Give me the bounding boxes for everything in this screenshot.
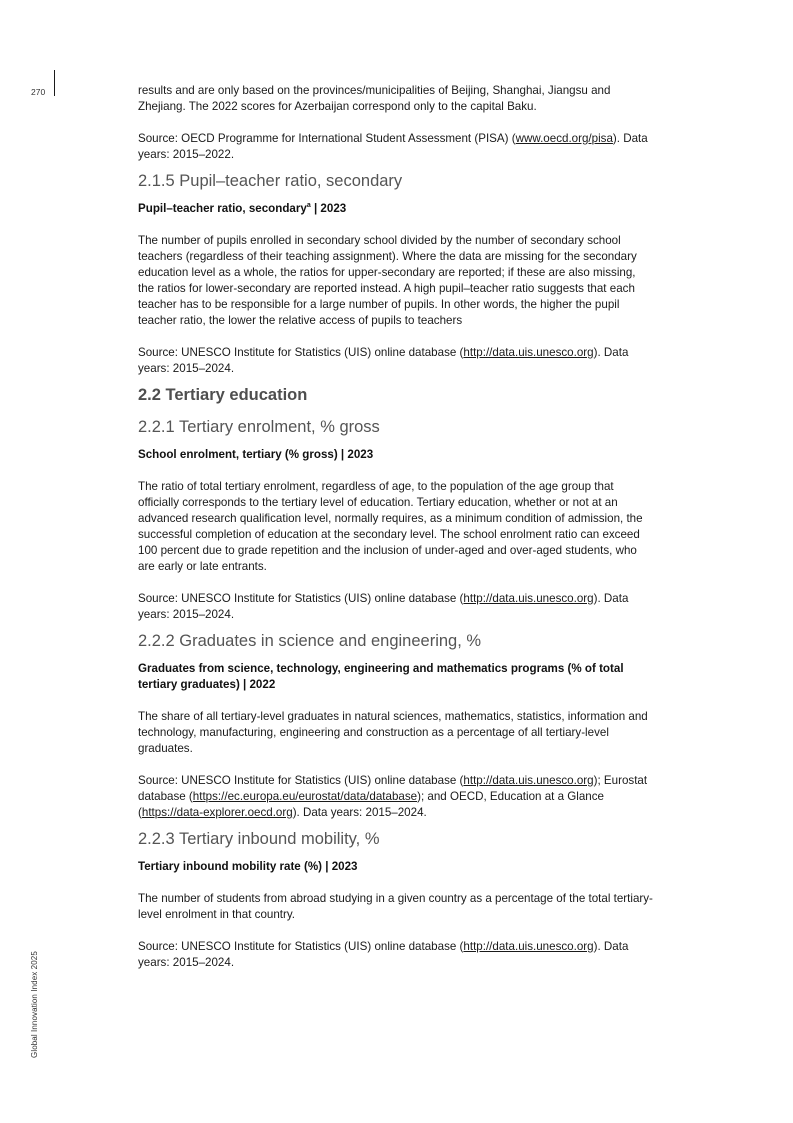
pisa-link[interactable]: www.oecd.org/pisa	[515, 132, 613, 145]
uis-link[interactable]: http://data.uis.unesco.org	[463, 592, 594, 605]
uis-link[interactable]: http://data.uis.unesco.org	[463, 346, 594, 359]
source-text: ). Data years: 2015–2024.	[292, 806, 427, 819]
body-2-1-5: The number of pupils enrolled in secondary school divided by the number of secondary school teachers (regardless of their teaching assignment). Where the data are missing for the secondary education level as a whole, the ratios for upper-secondary are reported; if these are also missing, the ratios for lower-secondary are reported instead. A high pupil–teacher ratio suggests that each teacher has to be responsible for a large number of pupils. In other words, the higher the pupil teacher ratio, the lower the relative access of pupils to teachers	[138, 234, 637, 327]
source-2-1-5	[138, 345, 653, 377]
uis-link[interactable]: http://data.uis.unesco.org	[463, 940, 594, 953]
uis-link[interactable]: http://data.uis.unesco.org	[463, 774, 594, 787]
source-text: Source: OECD Programme for International Student Assessment (PISA) (	[138, 132, 516, 145]
heading-2-1-5: 2.1.5 Pupil–teacher ratio, secondary	[138, 172, 403, 190]
running-footer: Global Innovation Index 2025	[30, 951, 39, 1058]
source-text: Source: UNESCO Institute for Statistics (UIS) online database (	[138, 940, 464, 953]
body-2-2-2: The share of all tertiary-level graduates in natural sciences, mathematics, statistics, information and technology, manufacturing, engineering and construction as a percentage of all tertiary-level graduates.	[138, 710, 648, 755]
subheading-year: | 2023	[310, 202, 347, 215]
margin-rule	[54, 70, 55, 96]
source-text: ). Data years: 2015–2024.	[138, 346, 629, 375]
source-text: Source: UNESCO Institute for Statistics (UIS) online database (	[138, 774, 464, 787]
subheading-text: Pupil–teacher ratio, secondary	[138, 202, 307, 215]
body-2-2-3: The number of students from abroad studying in a given country as a percentage of the total tertiary-level enrolment in that country.	[138, 892, 653, 921]
heading-2-2: 2.2 Tertiary education	[138, 386, 308, 404]
subheading-2-2-3: Tertiary inbound mobility rate (%) | 2023	[138, 860, 358, 873]
source-text: ); Eurostat database (	[138, 774, 648, 803]
body-2-2-1: The ratio of total tertiary enrolment, regardless of age, to the population of the age group that officially corresponds to the tertiary level of education. Tertiary education, whether or not at an advanced research qualification level, normally requires, as a minimum condition of admission, the successful completion of education at the secondary level. The school enrolment ratio can exceed 100 percent due to grade repetition and the inclusion of under-aged and over-aged students, who are early or late entrants.	[138, 480, 643, 573]
intro-paragraph: results and are only based on the provinces/municipalities of Beijing, Shanghai, Jiangsu and Zhejiang. The 2022 scores for Azerbaijan correspond only to the capital Baku.	[138, 84, 611, 113]
source-text: ). Data years: 2015–2024.	[138, 592, 629, 621]
page-number: 270	[31, 87, 46, 97]
oecd-explorer-link[interactable]: https://data-explorer.oecd.org	[141, 806, 293, 819]
eurostat-link[interactable]: https://ec.europa.eu/eurostat/data/database	[192, 790, 418, 803]
heading-2-2-1: 2.2.1 Tertiary enrolment, % gross	[138, 418, 380, 436]
heading-2-2-2: 2.2.2 Graduates in science and engineering, %	[138, 632, 482, 650]
source-2-2-1	[138, 591, 653, 623]
intro-source	[138, 131, 653, 163]
subheading-2-1-5	[138, 201, 653, 217]
source-text: Source: UNESCO Institute for Statistics (UIS) online database (	[138, 592, 464, 605]
source-text: ). Data years: 2015–2022.	[138, 132, 648, 161]
heading-2-2-3: 2.2.3 Tertiary inbound mobility, %	[138, 830, 380, 848]
source-text: Source: UNESCO Institute for Statistics (UIS) online database (	[138, 346, 464, 359]
source-2-2-3	[138, 939, 653, 971]
source-text: ); and OECD, Education at a Glance (	[138, 790, 604, 819]
source-2-2-2	[138, 773, 653, 821]
footnote-marker: a	[306, 202, 311, 210]
source-text: ). Data years: 2015–2024.	[138, 940, 629, 969]
subheading-2-2-1: School enrolment, tertiary (% gross) | 2023	[138, 448, 374, 461]
subheading-2-2-2: Graduates from science, technology, engineering and mathematics programs (% of total tertiary graduates) | 2022	[138, 662, 624, 691]
main-content	[138, 83, 653, 971]
